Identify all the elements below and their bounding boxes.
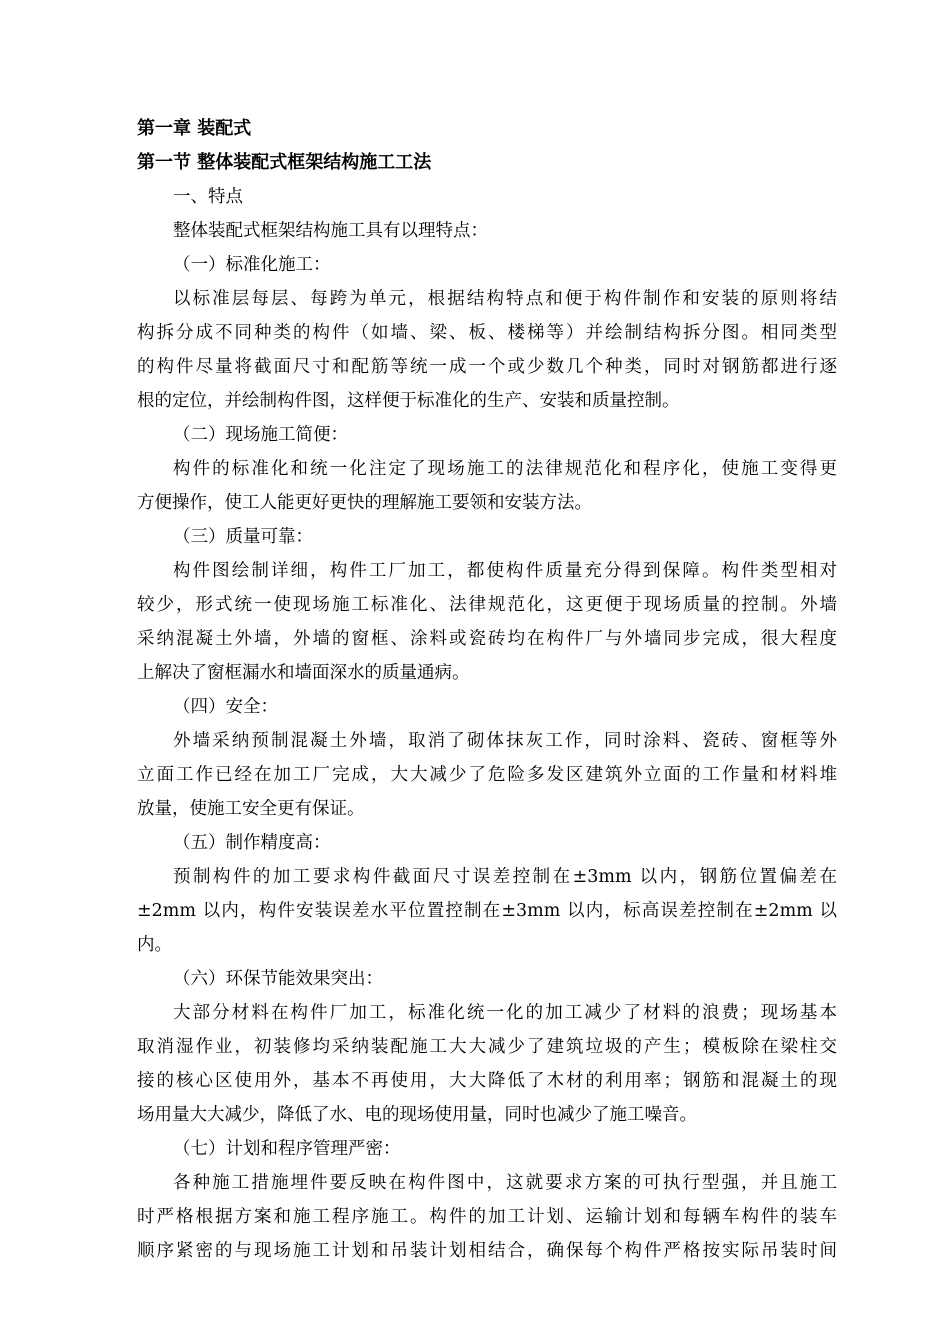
paragraph-line: 放量，使施工安全更有保证。 [137, 799, 365, 819]
feature-list [137, 248, 837, 1268]
paragraph-line: 外墙采纳预制混凝土外墙，取消了砌体抹灰工作，同时涂料、瓷砖、窗框等外 [173, 731, 837, 751]
section-title: 第一节 整体装配式框架结构施工工法 [137, 152, 432, 173]
item-title: （五）制作精度高： [173, 833, 331, 853]
item-paragraph [137, 282, 837, 418]
paragraph-line: 内。 [137, 935, 172, 955]
paragraph-line: 接的核心区使用外，基本不再使用，大大降低了木材的利用率；钢筋和混凝土的现 [137, 1071, 837, 1091]
intro-paragraph: 整体装配式框架结构施工具有以理特点： [173, 221, 488, 241]
subheading: 一、特点 [173, 187, 243, 207]
paragraph-line: 时严格根据方案和施工程序施工。构件的加工计划、运输计划和每辆车构件的装车 [137, 1207, 837, 1227]
paragraph-line: ±2mm 以内，构件安装误差水平位置控制在±3mm 以内，标高误差控制在±2mm 以 [137, 901, 837, 921]
item-paragraph [137, 996, 837, 1132]
paragraph-line: 构件图绘制详细，构件工厂加工，都使构件质量充分得到保障。构件类型相对 [173, 561, 837, 581]
chapter-title: 第一章 装配式 [137, 118, 252, 139]
item-paragraph [137, 860, 837, 962]
item-title: （六）环保节能效果突出： [173, 969, 383, 989]
paragraph-line: 预制构件的加工要求构件截面尺寸误差控制在±3mm 以内，钢筋位置偏差在 [173, 867, 837, 887]
paragraph-line: 采纳混凝土外墙，外墙的窗框、涂料或瓷砖均在构件厂与外墙同步完成，很大程度 [137, 629, 837, 649]
paragraph-line: 的构件尽量将截面尺寸和配筋等统一成一个或少数几个种类，同时对钢筋都进行逐 [137, 357, 837, 377]
paragraph-line: 构拆分成不同种类的构件（如墙、梁、板、楼梯等）并绘制结构拆分图。相同类型 [137, 323, 837, 343]
item-title: （二）现场施工简便： [173, 425, 348, 445]
item-paragraph [137, 452, 837, 520]
paragraph-line: 上解决了窗框漏水和墙面深水的质量通病。 [137, 663, 470, 683]
paragraph-line: 构件的标准化和统一化注定了现场施工的法律规范化和程序化，使施工变得更 [173, 459, 837, 479]
paragraph-line: 取消湿作业，初装修均采纳装配施工大大减少了建筑垃圾的产生；模板除在梁柱交 [137, 1037, 837, 1057]
item-title: （七）计划和程序管理严密： [173, 1139, 401, 1159]
paragraph-line: 各种施工措施埋件要反映在构件图中，这就要求方案的可执行型强，并且施工 [173, 1173, 837, 1193]
document-body [137, 112, 837, 1268]
paragraph-line: 以标准层每层、每跨为单元，根据结构特点和便于构件制作和安装的原则将结 [173, 289, 837, 309]
item-paragraph [137, 554, 837, 690]
paragraph-line: 顺序紧密的与现场施工计划和吊装计划相结合，确保每个构件严格按实际吊装时间 [137, 1241, 837, 1261]
paragraph-line: 方便操作，使工人能更好更快的理解施工要领和安装方法。 [137, 493, 592, 513]
item-title: （四）安全： [173, 697, 278, 717]
paragraph-line: 立面工作已经在加工厂完成，大大减少了危险多发区建筑外立面的工作量和材料堆 [137, 765, 837, 785]
paragraph-line: 较少，形式统一使现场施工标准化、法律规范化，这更便于现场质量的控制。外墙 [137, 595, 837, 615]
paragraph-line: 根的定位，并绘制构件图，这样便于标准化的生产、安装和质量控制。 [137, 391, 680, 411]
paragraph-line: 场用量大大减少，降低了水、电的现场使用量，同时也减少了施工噪音。 [137, 1105, 697, 1125]
item-paragraph [137, 724, 837, 826]
item-paragraph [137, 1166, 837, 1268]
paragraph-line: 大部分材料在构件厂加工，标准化统一化的加工减少了材料的浪费；现场基本 [173, 1003, 837, 1023]
item-title: （一）标准化施工： [173, 255, 331, 275]
item-title: （三）质量可靠： [173, 527, 313, 547]
